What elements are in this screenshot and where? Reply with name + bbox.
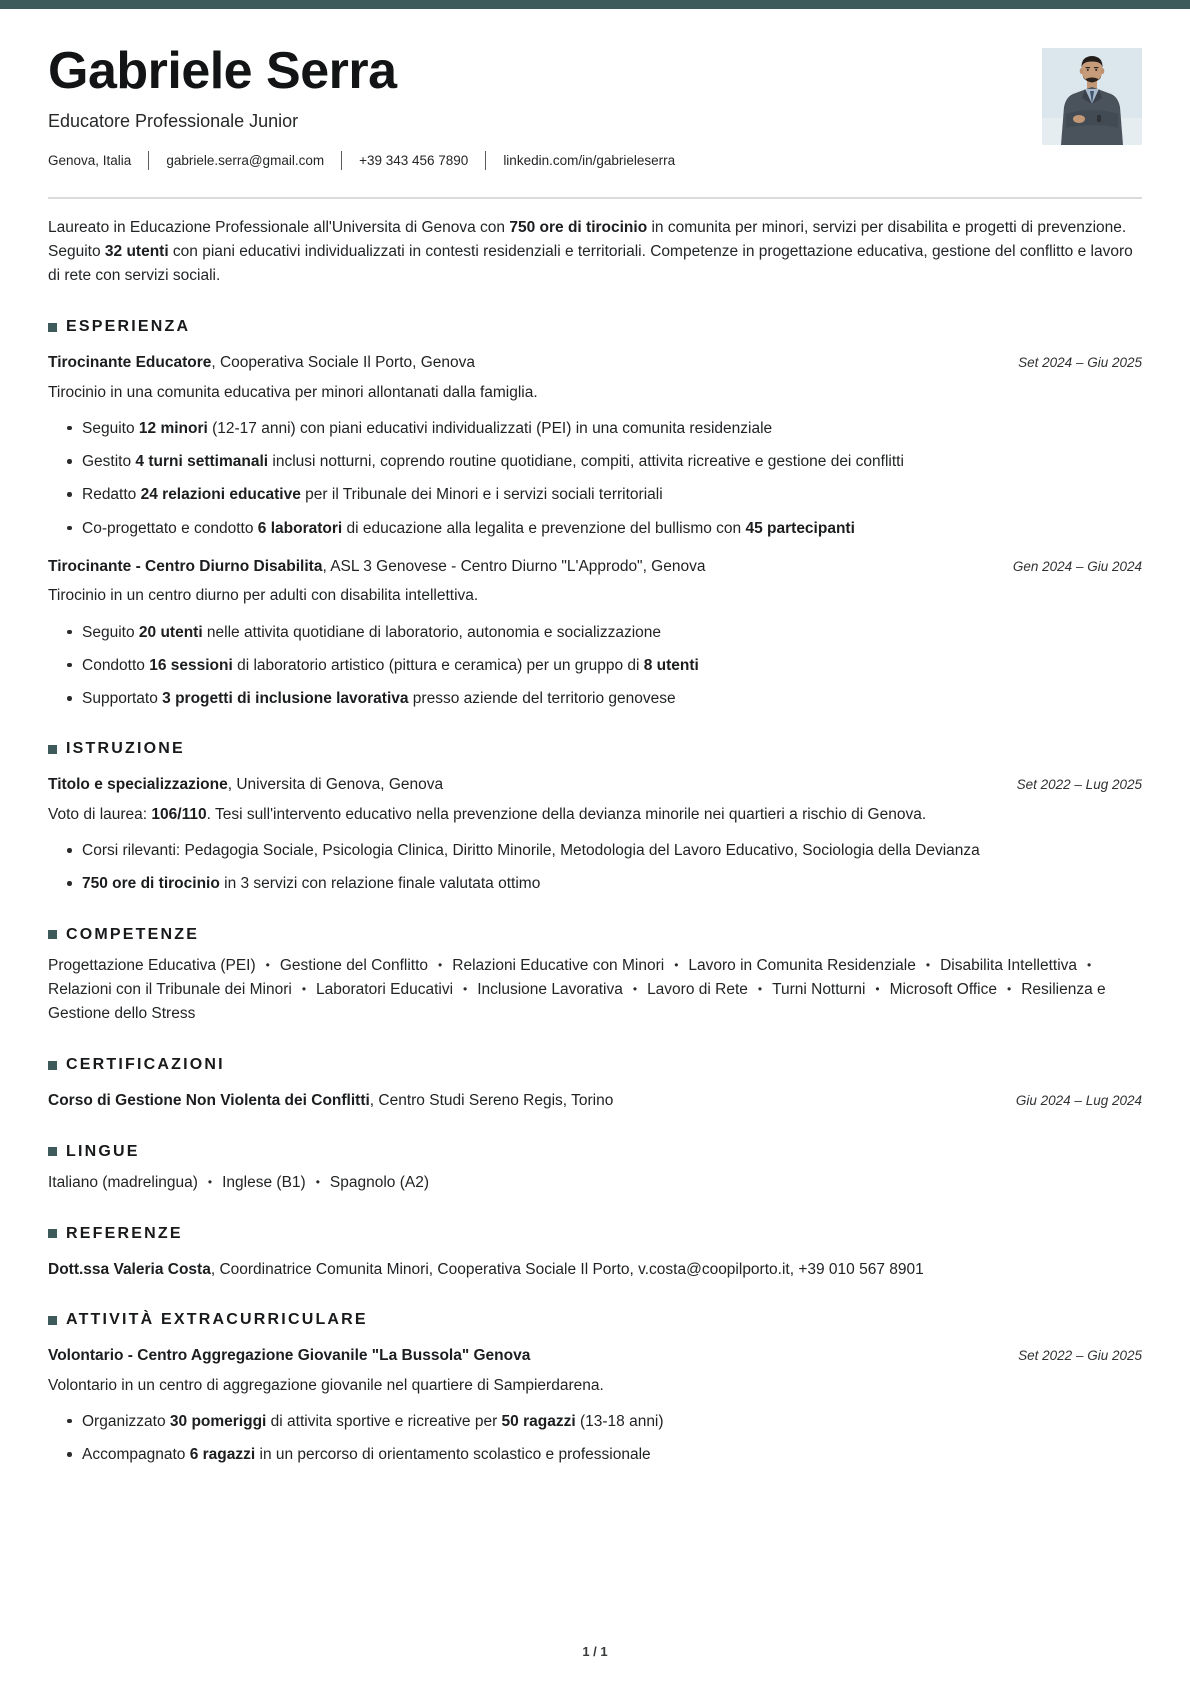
text-bold: 106/110 [151,805,207,823]
entry-head [48,1259,1142,1281]
entry-title [48,352,505,374]
text-bold: 4 turni settimanali [135,453,269,471]
text: Condotto [82,656,150,674]
bullet-item [48,450,1142,473]
text-bold: 12 minori [138,419,208,437]
entry-subtitle [48,803,1142,826]
text: in un percorso di orientamento scolastico e professionale [255,1446,651,1464]
section-heading-label: LINGUE [66,1142,140,1160]
section-certificazioni [48,1056,1142,1112]
entry-head [48,556,1142,578]
bullet-item [48,687,1142,710]
text: Co-progettato e condotto [82,519,258,537]
text: di educazione alla legalita e prevenzione del bullismo con [342,519,746,537]
text: . Tesi sull'intervento educativo nella prevenzione della devianza minorile nei quartieri a rischio di Genova. [206,805,927,823]
dot-separator: • [265,957,270,972]
bullet-item [48,483,1142,506]
list-item: Lavoro in Comunita Residenziale [688,956,916,974]
text-bold: Dott.ssa Valeria Costa [48,1260,211,1278]
text: in comunita per minori, servizi per disabilita e progetti di prevenzione. Seguito [48,218,1127,260]
text: Supportato [82,690,163,708]
entry-head [48,774,1142,796]
text: per il Tribunale dei Minori e i servizi sociali territoriali [300,486,663,504]
text: con piani educativi individualizzati in contesti residenziali e territoriali. Competenze in progettazione educativa, gestione del conflitto e lavoro di rete con servizi sociali. [48,242,1133,284]
text: , Centro Studi Sereno Regis, Torino [369,1092,614,1110]
text-bold: 45 partecipanti [745,519,855,537]
text: , ASL 3 Genovese - Centro Diurno "L'Approdo", Genova [322,557,706,575]
lingue-list [48,1171,1142,1195]
text: Seguito [82,623,139,641]
contact-separator [148,151,149,170]
page-number: 1 / 1 [582,1644,608,1659]
section-heading [48,740,1142,758]
entry-title [48,1090,643,1112]
dot-separator: • [315,1174,320,1189]
bullet-item [48,417,1142,440]
text-bold: 20 utenti [138,623,203,641]
list-item: Disabilita Intellettiva [940,956,1078,974]
section-marker-icon [48,1147,57,1156]
text: di attivita sportive e ricreative per [266,1412,502,1430]
section-heading [48,1225,1142,1243]
text: Gestito [82,453,136,471]
section-marker-icon [48,1061,57,1070]
section-heading-label: COMPETENZE [66,925,200,943]
dot-separator: • [757,981,763,996]
contact-separator [485,151,486,170]
entry-subtitle: Volontario in un centro di aggregazione giovanile nel quartiere di Sampierdarena. [48,1376,604,1394]
text: di laboratorio artistico (pittura e ceramica) per un gruppo di [232,656,644,674]
dot-separator: • [438,957,443,972]
contact-item: gabriele.serra@gmail.com [166,152,325,168]
entry-date: Set 2022 – Lug 2025 [1016,777,1142,793]
list-item: Inglese (B1) [222,1173,306,1191]
text-bold: Volontario - Centro Aggregazione Giovanile "La Bussola" Genova [48,1347,531,1365]
person-job-title: Educatore Professionale Junior [48,110,299,131]
entry-title [48,1259,954,1281]
text: inclusi notturni, coprendo routine quotidiane, compiti, attivita ricreative e gestione dei conflitti [268,453,904,471]
bullet-item [48,872,1142,895]
entry-date: Set 2024 – Giu 2025 [1018,355,1142,371]
text-bold: 16 sessioni [149,656,233,674]
text: (13-18 anni) [575,1412,664,1430]
text-bold: 24 relazioni educative [140,486,301,504]
entry [48,1345,1142,1466]
bullet-list [48,621,1142,711]
text: Seguito [82,419,139,437]
section-esperienza [48,318,1142,710]
text: , Universita di Genova, Genova [227,776,444,794]
section-competenze [48,926,1142,1027]
contact-row [48,151,1142,170]
bullet-item [48,517,1142,540]
entry-title [48,556,735,578]
text: Voto di laurea: [48,805,152,823]
section-heading-label: ATTIVITÀ EXTRACURRICULARE [66,1311,368,1329]
text-bold: Tirocinante Educatore [48,354,212,372]
dot-separator: • [1007,981,1012,996]
text: , Coordinatrice Comunita Minori, Cooperativa Sociale Il Porto, v.costa@coopilporto.it, +39 010 567 8901 [210,1260,924,1278]
bullet-list [48,417,1142,540]
bullet-item [48,1410,1142,1433]
section-heading [48,318,1142,336]
contact-item: linkedin.com/in/gabrieleserra [503,152,676,168]
text: Redatto [82,486,141,504]
text-bold: 3 progetti di inclusione lavorativa [162,690,409,708]
profile-photo [1042,48,1142,145]
entry-head [48,1090,1142,1112]
text-bold: 30 pomeriggi [169,1412,267,1430]
text: presso aziende del territorio genovese [408,690,676,708]
entry [48,556,1142,710]
entry [48,1090,1142,1112]
list-item: Italiano (madrelingua) [48,1173,198,1191]
section-heading-label: REFERENZE [66,1224,183,1242]
section-marker-icon [48,745,57,754]
bullet-list [48,839,1142,896]
resume-header [48,44,1142,170]
dot-separator: • [875,981,880,996]
entry-subtitle: Tirocinio in una comunita educativa per minori allontanati dalla famiglia. [48,383,538,401]
entry-date: Gen 2024 – Giu 2024 [1012,558,1142,574]
section-referenze [48,1225,1142,1281]
list-item: Inclusione Lavorativa [477,980,623,998]
dot-separator: • [632,981,638,996]
text: Laureato in Educazione Professionale all'Universita di Genova con [48,218,510,236]
section-lingue [48,1143,1142,1195]
bullet-item [48,1443,1142,1466]
section-marker-icon [48,1316,57,1325]
section-heading [48,1143,1142,1161]
bullet-list [48,1410,1142,1467]
section-heading [48,1311,1142,1329]
contact-item: Genova, Italia [48,152,132,168]
text-bold: 6 laboratori [257,519,343,537]
dot-separator: • [207,1174,213,1189]
dot-separator: • [463,981,468,996]
text-bold: Titolo e specializzazione [48,776,228,794]
text-bold: 32 utenti [104,242,169,260]
list-item: Spagnolo (A2) [329,1173,429,1191]
section-marker-icon [48,930,57,939]
list-item: Microsoft Office [889,980,997,998]
person-name: Gabriele Serra [48,42,397,100]
section-attivita-extracurriculare [48,1311,1142,1466]
entry-date: Giu 2024 – Lug 2024 [1015,1093,1142,1109]
section-heading [48,926,1142,944]
section-marker-icon [48,1229,57,1238]
bullet-item [48,621,1142,644]
text-bold: 6 ragazzi [189,1446,256,1464]
entry-date: Set 2022 – Giu 2025 [1018,1348,1142,1364]
section-marker-icon [48,323,57,332]
list-item: Lavoro di Rete [647,980,748,998]
entry [48,352,1142,540]
section-istruzione [48,740,1142,895]
bullet-item [48,839,1142,862]
list-item: Laboratori Educativi [316,980,454,998]
list-item: Relazioni con il Tribunale dei Minori [48,980,292,998]
text-bold: Corso di Gestione Non Violenta dei Conflitti [48,1092,370,1110]
dot-separator: • [925,957,931,972]
entry-title [48,1345,560,1367]
list-item: Resilienza e Gestione dello Stress [48,980,1106,1022]
list-item: Turni Notturni [772,980,866,998]
sections [48,318,1142,1466]
text-bold: 750 ore di tirocinio [509,218,648,236]
section-heading [48,1056,1142,1074]
text: , Cooperativa Sociale Il Porto, Genova [211,354,476,372]
contact-item: +39 343 456 7890 [359,152,469,168]
entry-head [48,1345,1142,1367]
list-item: Gestione del Conflitto [279,956,429,974]
text: (12-17 anni) con piani educativi individualizzati (PEI) in una comunita residenziale [207,419,773,437]
dot-separator: • [1087,957,1092,972]
dot-separator: • [674,957,679,972]
header-divider [48,197,1142,199]
text-bold: Tirocinante - Centro Diurno Disabilita [48,557,323,575]
profile-photo-image [1042,48,1142,145]
text: Organizzato [82,1412,170,1430]
text: nelle attivita quotidiane di laboratorio, autonomia e socializzazione [202,623,662,641]
contact-separator [341,151,342,170]
competenze-list [48,954,1142,1027]
entry-title [48,774,473,796]
list-item: Progettazione Educativa (PEI) [48,956,256,974]
entry-head [48,352,1142,374]
section-heading-label: ISTRUZIONE [66,740,185,758]
summary-text [48,216,1142,289]
text-bold: 50 ragazzi [501,1412,576,1430]
entry [48,1259,1142,1281]
section-heading-label: CERTIFICAZIONI [66,1056,225,1074]
text: Accompagnato [82,1446,190,1464]
text: in 3 servizi con relazione finale valutata ottimo [219,875,541,893]
text: Corsi rilevanti: Pedagogia Sociale, Psicologia Clinica, Diritto Minorile, Metodologia del Lavoro Educativo, Sociologia della Devianza [82,842,980,860]
text-bold: 8 utenti [643,656,699,674]
bullet-item [48,654,1142,677]
text-bold: 750 ore di tirocinio [82,875,220,893]
dot-separator: • [301,981,307,996]
list-item: Relazioni Educative con Minori [452,956,665,974]
entry [48,774,1142,895]
section-heading-label: ESPERIENZA [66,318,191,336]
entry-subtitle: Tirocinio in un centro diurno per adulti con disabilita intellettiva. [48,587,479,605]
